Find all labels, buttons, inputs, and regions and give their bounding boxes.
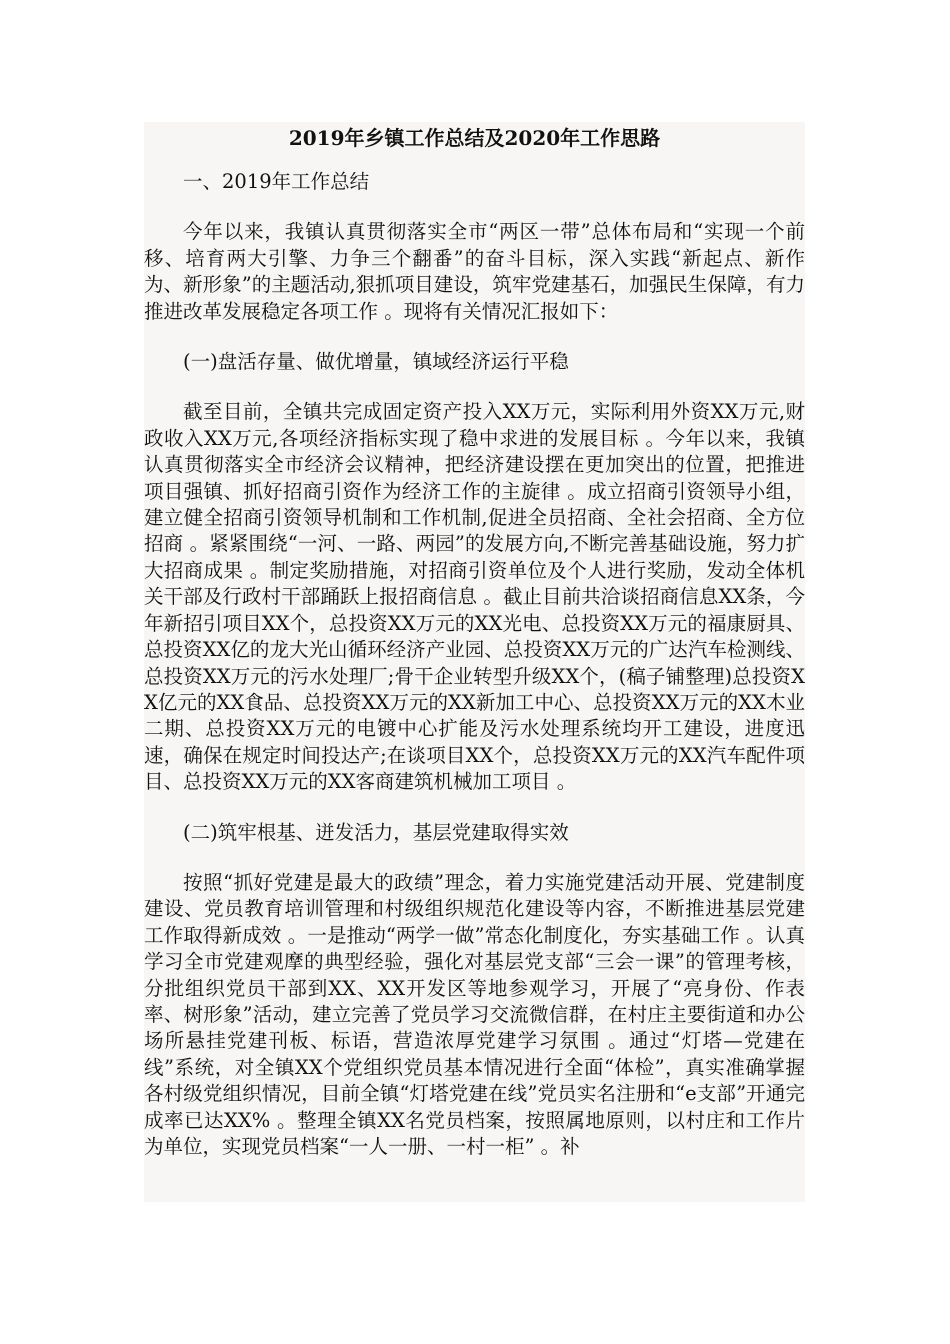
economy-paragraph: 截至目前，全镇共完成固定资产投入XX万元，实际利用外资XX万元,财政收入XX万元,各项经济指标实现了稳中求进的发展目标 。今年以来，我镇认真贯彻落实全市经济会议精神，把经济建设摆在更加突出的位置，把推进项目强镇、抓好招商引资作为经济工作的主旋律 。成立招商引资领导小组，建立健全招商引资领导机制和工作机制,促进全员招商、全社会招商、全方位招商 。紧紧围绕“一河、一路、两园”的发展方向,不断完善基础设施，努力扩大招商成果 。制定奖励措施，对招商引资单位及个人进行奖励，发动全体机关干部及行政村干部踊跃上报招商信息 。截止目前共洽谈招商信息XX条，今年新招引项目XX个，总投资XX万元的XX光电、总投资XX万元的福康厨具、总投资XX亿的龙大光山循环经济产业园、总投资XX万元的广达汽车检测线、总投资XX万元的污水处理厂;骨干企业转型升级XX个，(稿子铺整理)总投资XX亿元的XX食品、总投资XX万元的XX新加工中心、总投资XX万元的XX木业二期、总投资XX万元的电镀中心扩能及污水处理系统均开工建设，进度迅速，确保在规定时间投达产;在谈项目XX个，总投资XX万元的XX汽车配件项目、总投资XX万元的XX客商建筑机械加工项目 。	[144, 400, 805, 794]
document-title: 2019年乡镇工作总结及2020年工作思路	[288, 126, 661, 150]
section-heading-party-building: (二)筑牢根基、迸发活力，基层党建取得实效	[183, 820, 569, 844]
section-heading-economy: (一)盘活存量、做优增量，镇域经济运行平稳	[183, 350, 569, 374]
section-heading-summary: 一、2019年工作总结	[183, 170, 370, 193]
party-building-paragraph: 按照“抓好党建是最大的政绩”理念，着力实施党建活动开展、党建制度建设、党员教育培训管理和村级组织规范化建设等内容，不断推进基层党建工作取得新成效 。一是推动“两学一做”常态化制度化，夯实基础工作 。认真学习全市党建观摩的典型经验，强化对基层党支部“三会一课”的管理考核，分批组织党员干部到XX、XX开发区等地参观学习，开展了“亮身份、作表率、树形象”活动，建立完善了党员学习交流微信群，在村庄主要街道和办公场所悬挂党建刊板、标语，营造浓厚党建学习氛围 。通过“灯塔—党建在线”系统，对全镇XX个党组织党员基本情况进行全面“体检”，真实准确掌握各村级党组织情况，目前全镇“灯塔党建在线”党员实名注册和“e支部”开通完成率已达XX% 。整理全镇XX名党员档案，按照属地原则，以村庄和工作片为单位，实现党员档案“一人一册、一村一柜” 。补	[144, 870, 805, 1158]
document-body	[144, 122, 805, 1160]
intro-paragraph: 今年以来，我镇认真贯彻落实全市“两区一带”总体布局和“实现一个前移、培育两大引擎、力争三个翻番”的奋斗目标，深入实践“新起点、新作为、新形象”的主题活动,狠抓项目建设，筑牢党建基石，加强民生保障，有力推进改革发展稳定各项工作 。现将有关情况汇报如下：	[144, 220, 805, 323]
